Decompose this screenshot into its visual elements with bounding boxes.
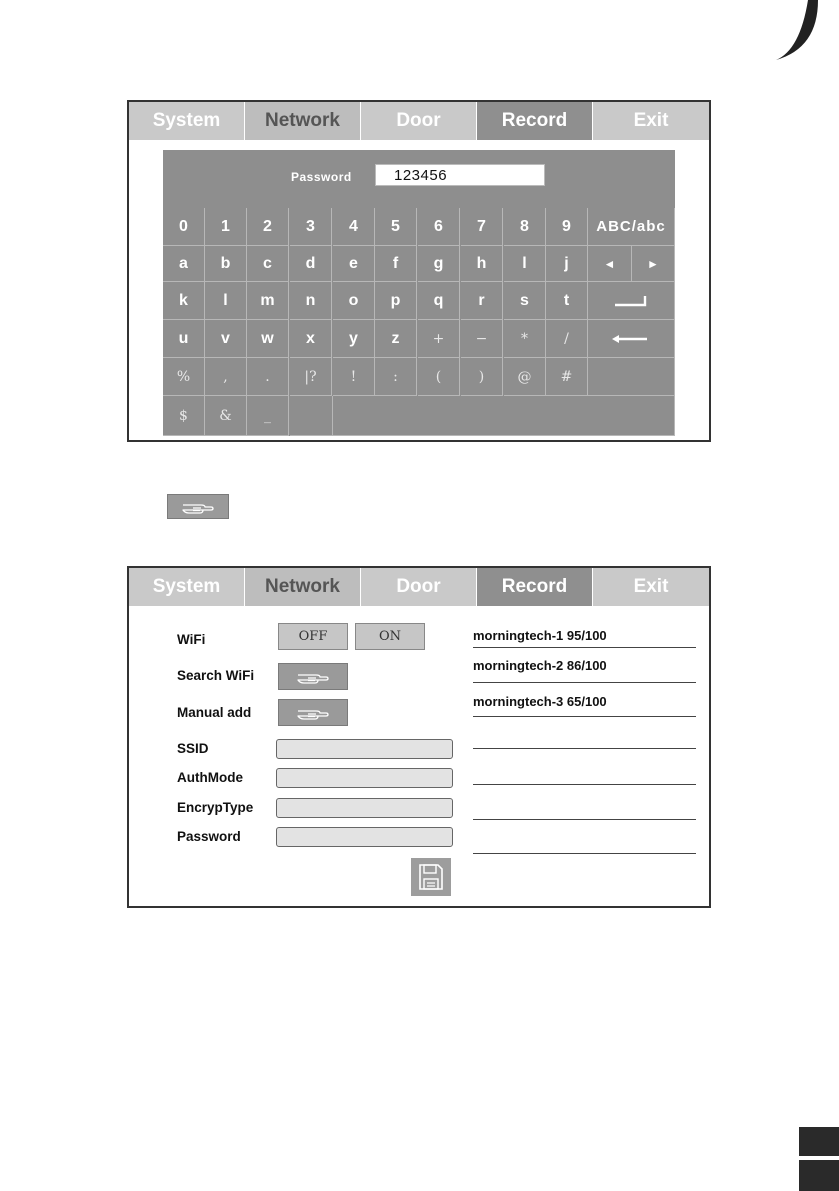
network-divider: [473, 819, 696, 820]
wifi-off-button[interactable]: OFF: [278, 623, 348, 650]
tab-bar: [129, 568, 709, 606]
network-item-2[interactable]: morningtech-2 86/100: [473, 658, 607, 673]
key-row4-2[interactable]: w: [247, 320, 289, 358]
key-row2-5[interactable]: f: [375, 246, 417, 282]
side-tab-marker: [799, 1160, 839, 1191]
backspace-key[interactable]: [588, 320, 675, 358]
abc-toggle-key[interactable]: ABC/abc: [588, 208, 675, 246]
key-row2-9[interactable]: j: [546, 246, 588, 282]
key-blank[interactable]: [290, 396, 333, 436]
page-corner-shadow: [760, 0, 820, 62]
key-row5-9[interactable]: #: [546, 358, 588, 396]
key-row5-0[interactable]: %: [163, 358, 205, 396]
tab-network[interactable]: Network: [245, 568, 361, 606]
key-row5-5[interactable]: :: [375, 358, 417, 396]
tab-system[interactable]: System: [129, 102, 245, 140]
key-row2-3[interactable]: d: [290, 246, 332, 282]
key-row4-4[interactable]: y: [333, 320, 375, 358]
network-divider: [473, 853, 696, 854]
enter-key[interactable]: [588, 282, 675, 320]
key-row4-5[interactable]: z: [375, 320, 417, 358]
password-label: Password: [177, 829, 241, 844]
authmode-label: AuthMode: [177, 770, 243, 785]
floppy-save-icon: [418, 863, 444, 891]
save-button[interactable]: [411, 858, 451, 896]
network-divider: [473, 647, 696, 648]
cursor-left-key[interactable]: ◄: [588, 246, 632, 282]
pointing-hand-icon: [296, 706, 330, 720]
side-tab-marker: [799, 1127, 839, 1156]
tab-exit[interactable]: Exit: [593, 102, 709, 140]
key-row3-5[interactable]: p: [375, 282, 417, 320]
network-item-1[interactable]: morningtech-1 95/100: [473, 628, 607, 643]
network-divider: [473, 748, 696, 749]
search-wifi-label: Search WiFi: [177, 668, 255, 683]
key-row1-3[interactable]: 3: [290, 208, 332, 246]
key-row3-2[interactable]: m: [247, 282, 289, 320]
backspace-icon: [611, 333, 651, 345]
key-row3-3[interactable]: n: [290, 282, 332, 320]
key-row3-4[interactable]: o: [333, 282, 375, 320]
search-wifi-button[interactable]: [278, 663, 348, 690]
password-label: Password: [291, 170, 352, 184]
key-row5-7[interactable]: ): [461, 358, 503, 396]
encryptype-field[interactable]: [276, 798, 453, 818]
key-row5-1[interactable]: ,: [205, 358, 247, 396]
key-row3-8[interactable]: s: [504, 282, 546, 320]
key-row6-0[interactable]: $: [163, 396, 205, 436]
key-row3-6[interactable]: q: [418, 282, 460, 320]
wifi-screen: [127, 566, 711, 908]
key-row1-5[interactable]: 5: [375, 208, 417, 246]
key-row2-4[interactable]: e: [333, 246, 375, 282]
keyboard-screen: [127, 100, 711, 442]
authmode-field[interactable]: [276, 768, 453, 788]
space-key[interactable]: [333, 396, 675, 436]
wifi-label: WiFi: [177, 632, 206, 647]
key-row5-4[interactable]: !: [333, 358, 375, 396]
key-row2-0[interactable]: a: [163, 246, 205, 282]
tab-record[interactable]: Record: [477, 568, 593, 606]
key-row1-7[interactable]: 7: [461, 208, 503, 246]
key-row4-0[interactable]: u: [163, 320, 205, 358]
key-row2-7[interactable]: h: [461, 246, 503, 282]
key-row5-8[interactable]: @: [504, 358, 546, 396]
enter-icon: [613, 294, 649, 308]
password-input[interactable]: 123456: [375, 164, 545, 186]
key-row6-1[interactable]: &: [205, 396, 247, 436]
key-row4-3[interactable]: x: [290, 320, 332, 358]
tab-system[interactable]: System: [129, 568, 245, 606]
manual-add-button[interactable]: [278, 699, 348, 726]
key-row1-2[interactable]: 2: [247, 208, 289, 246]
key-row2-6[interactable]: g: [418, 246, 460, 282]
pointing-hand-icon: [296, 670, 330, 684]
key-row3-7[interactable]: r: [461, 282, 503, 320]
password-field[interactable]: [276, 827, 453, 847]
key-row4-9[interactable]: /: [546, 320, 588, 358]
key-row4-7[interactable]: −: [461, 320, 503, 358]
key-row4-8[interactable]: *: [504, 320, 546, 358]
tab-door[interactable]: Door: [361, 102, 477, 140]
key-row5-2[interactable]: .: [247, 358, 289, 396]
manual-add-label: Manual add: [177, 705, 252, 720]
key-row3-0[interactable]: k: [163, 282, 205, 320]
key-row5-3[interactable]: |?: [290, 358, 332, 396]
key-row1-9[interactable]: 9: [546, 208, 588, 246]
key-row3-9[interactable]: t: [546, 282, 588, 320]
key-row6-2[interactable]: _: [247, 396, 289, 436]
network-item-3[interactable]: morningtech-3 65/100: [473, 694, 607, 709]
pointing-hand-icon: [181, 500, 215, 514]
key-row2-1[interactable]: b: [205, 246, 247, 282]
tab-exit[interactable]: Exit: [593, 568, 709, 606]
key-row1-8[interactable]: 8: [504, 208, 546, 246]
wifi-on-button[interactable]: ON: [355, 623, 425, 650]
ssid-field[interactable]: [276, 739, 453, 759]
network-divider: [473, 682, 696, 683]
network-divider: [473, 716, 696, 717]
blank-key[interactable]: [588, 358, 675, 396]
cursor-right-key[interactable]: ►: [632, 246, 675, 282]
next-step-button[interactable]: [167, 494, 229, 519]
key-row4-6[interactable]: +: [418, 320, 460, 358]
key-row1-4[interactable]: 4: [333, 208, 375, 246]
key-row2-8[interactable]: l: [504, 246, 546, 282]
on-screen-keyboard: [163, 150, 675, 436]
password-header: [163, 150, 675, 208]
encryptype-label: EncrypType: [177, 800, 254, 815]
key-row5-6[interactable]: (: [418, 358, 460, 396]
tab-door[interactable]: Door: [361, 568, 477, 606]
key-row1-6[interactable]: 6: [418, 208, 460, 246]
key-row3-1[interactable]: l: [205, 282, 247, 320]
tab-record[interactable]: Record: [477, 102, 593, 140]
tab-bar: [129, 102, 709, 140]
key-row1-0[interactable]: 0: [163, 208, 205, 246]
network-divider: [473, 784, 696, 785]
tab-network[interactable]: Network: [245, 102, 361, 140]
key-row1-1[interactable]: 1: [205, 208, 247, 246]
ssid-label: SSID: [177, 741, 209, 756]
key-row4-1[interactable]: v: [205, 320, 247, 358]
key-row2-2[interactable]: c: [247, 246, 289, 282]
